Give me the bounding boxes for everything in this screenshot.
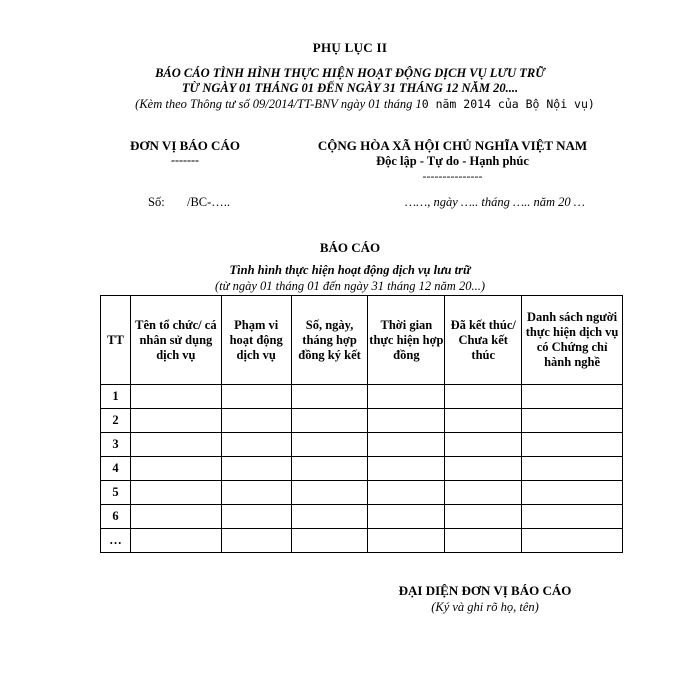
report-heading-line1: BÁO CÁO TÌNH HÌNH THỰC HIỆN HOẠT ĐỘNG DỊCH VỤ LƯU TRỮ bbox=[155, 66, 545, 80]
row-number: … bbox=[101, 529, 131, 553]
table-cell bbox=[368, 457, 445, 481]
table-cell bbox=[522, 409, 623, 433]
table-cell bbox=[445, 409, 522, 433]
attachment-note bbox=[100, 96, 630, 112]
row-number: 1 bbox=[101, 385, 131, 409]
table-cell bbox=[130, 457, 221, 481]
document-number-label: Số: bbox=[148, 195, 165, 209]
table-cell bbox=[221, 409, 291, 433]
table-cell bbox=[522, 529, 623, 553]
table-cell bbox=[445, 385, 522, 409]
document-number-code: /BC-….. bbox=[187, 195, 231, 209]
row-number: 3 bbox=[101, 433, 131, 457]
table-cell bbox=[522, 481, 623, 505]
row-number: 4 bbox=[101, 457, 131, 481]
column-header-tt: TT bbox=[101, 296, 131, 385]
table-cell bbox=[291, 409, 368, 433]
table-cell bbox=[221, 385, 291, 409]
attachment-note-part1: (Kèm theo Thông tư số 09/2014/TT-BNV ngày 01 tháng 1 bbox=[135, 97, 422, 111]
table-cell bbox=[368, 529, 445, 553]
table-row bbox=[101, 457, 623, 481]
row-number: 6 bbox=[101, 505, 131, 529]
report-heading-line2: TỪ NGÀY 01 THÁNG 01 ĐẾN NGÀY 31 THÁNG 12 NĂM 20.... bbox=[181, 81, 519, 95]
table-cell bbox=[291, 529, 368, 553]
table-cell bbox=[522, 457, 623, 481]
table-cell bbox=[522, 505, 623, 529]
table-row bbox=[101, 529, 623, 553]
row-number: 2 bbox=[101, 409, 131, 433]
table-cell bbox=[221, 433, 291, 457]
table-cell bbox=[130, 433, 221, 457]
table-cell bbox=[130, 481, 221, 505]
table-cell bbox=[522, 385, 623, 409]
table-header-row bbox=[101, 296, 623, 385]
table-cell bbox=[221, 457, 291, 481]
column-header-status: Đã kết thúc/ Chưa kết thúc bbox=[445, 296, 522, 385]
national-title: CỘNG HÒA XÃ HỘI CHỦ NGHĨA VIỆT NAM bbox=[317, 138, 588, 153]
attachment-note-part2: 0 năm 2014 của Bộ Nội vụ) bbox=[421, 97, 595, 111]
column-header-contract: Số, ngày, tháng hợp đồng ký kết bbox=[291, 296, 368, 385]
signature-note: (Ký và ghi rõ họ, tên) bbox=[431, 600, 539, 614]
column-header-client: Tên tổ chức/ cá nhân sử dụng dịch vụ bbox=[130, 296, 221, 385]
appendix-label: PHỤ LỤC II bbox=[312, 40, 388, 55]
table-cell bbox=[130, 505, 221, 529]
table-cell bbox=[130, 409, 221, 433]
table-cell bbox=[368, 481, 445, 505]
national-motto: Độc lập - Tự do - Hạnh phúc bbox=[376, 154, 529, 168]
table-cell bbox=[445, 457, 522, 481]
table-cell bbox=[445, 433, 522, 457]
table-cell bbox=[368, 505, 445, 529]
report-table bbox=[100, 295, 623, 553]
table-cell bbox=[130, 385, 221, 409]
place-date-line: ……, ngày ….. tháng ….. năm 20 … bbox=[405, 195, 585, 209]
table-row bbox=[101, 433, 623, 457]
table-cell bbox=[368, 433, 445, 457]
reporting-unit-divider: ------- bbox=[171, 153, 199, 167]
column-header-scope: Phạm vi hoạt động dịch vụ bbox=[221, 296, 291, 385]
reporting-unit-label: ĐƠN VỊ BÁO CÁO bbox=[130, 138, 240, 153]
table-cell bbox=[445, 529, 522, 553]
table-cell bbox=[291, 481, 368, 505]
table-row bbox=[101, 481, 623, 505]
signature-title: ĐẠI DIỆN ĐƠN VỊ BÁO CÁO bbox=[398, 583, 572, 598]
table-cell bbox=[445, 481, 522, 505]
column-header-duration: Thời gian thực hiện hợp đồng bbox=[368, 296, 445, 385]
table-row bbox=[101, 505, 623, 529]
table-row bbox=[101, 385, 623, 409]
motto-divider: --------------- bbox=[422, 169, 483, 183]
table-cell bbox=[291, 457, 368, 481]
report-title: BÁO CÁO bbox=[319, 240, 381, 255]
table-cell bbox=[221, 505, 291, 529]
table-cell bbox=[221, 529, 291, 553]
table-cell bbox=[291, 433, 368, 457]
report-subtitle: Tình hình thực hiện hoạt động dịch vụ lưu trữ bbox=[229, 263, 471, 277]
table-cell bbox=[291, 505, 368, 529]
table-cell bbox=[368, 409, 445, 433]
table-cell bbox=[221, 481, 291, 505]
row-number: 5 bbox=[101, 481, 131, 505]
table-cell bbox=[291, 385, 368, 409]
table-row bbox=[101, 409, 623, 433]
table-cell bbox=[130, 529, 221, 553]
table-cell bbox=[522, 433, 623, 457]
report-range: (từ ngày 01 tháng 01 đến ngày 31 tháng 12 năm 20...) bbox=[215, 279, 485, 293]
table-cell bbox=[368, 385, 445, 409]
column-header-certified-staff: Danh sách người thực hiện dịch vụ có Chứng chỉ hành nghề bbox=[522, 296, 623, 385]
table-cell bbox=[445, 505, 522, 529]
